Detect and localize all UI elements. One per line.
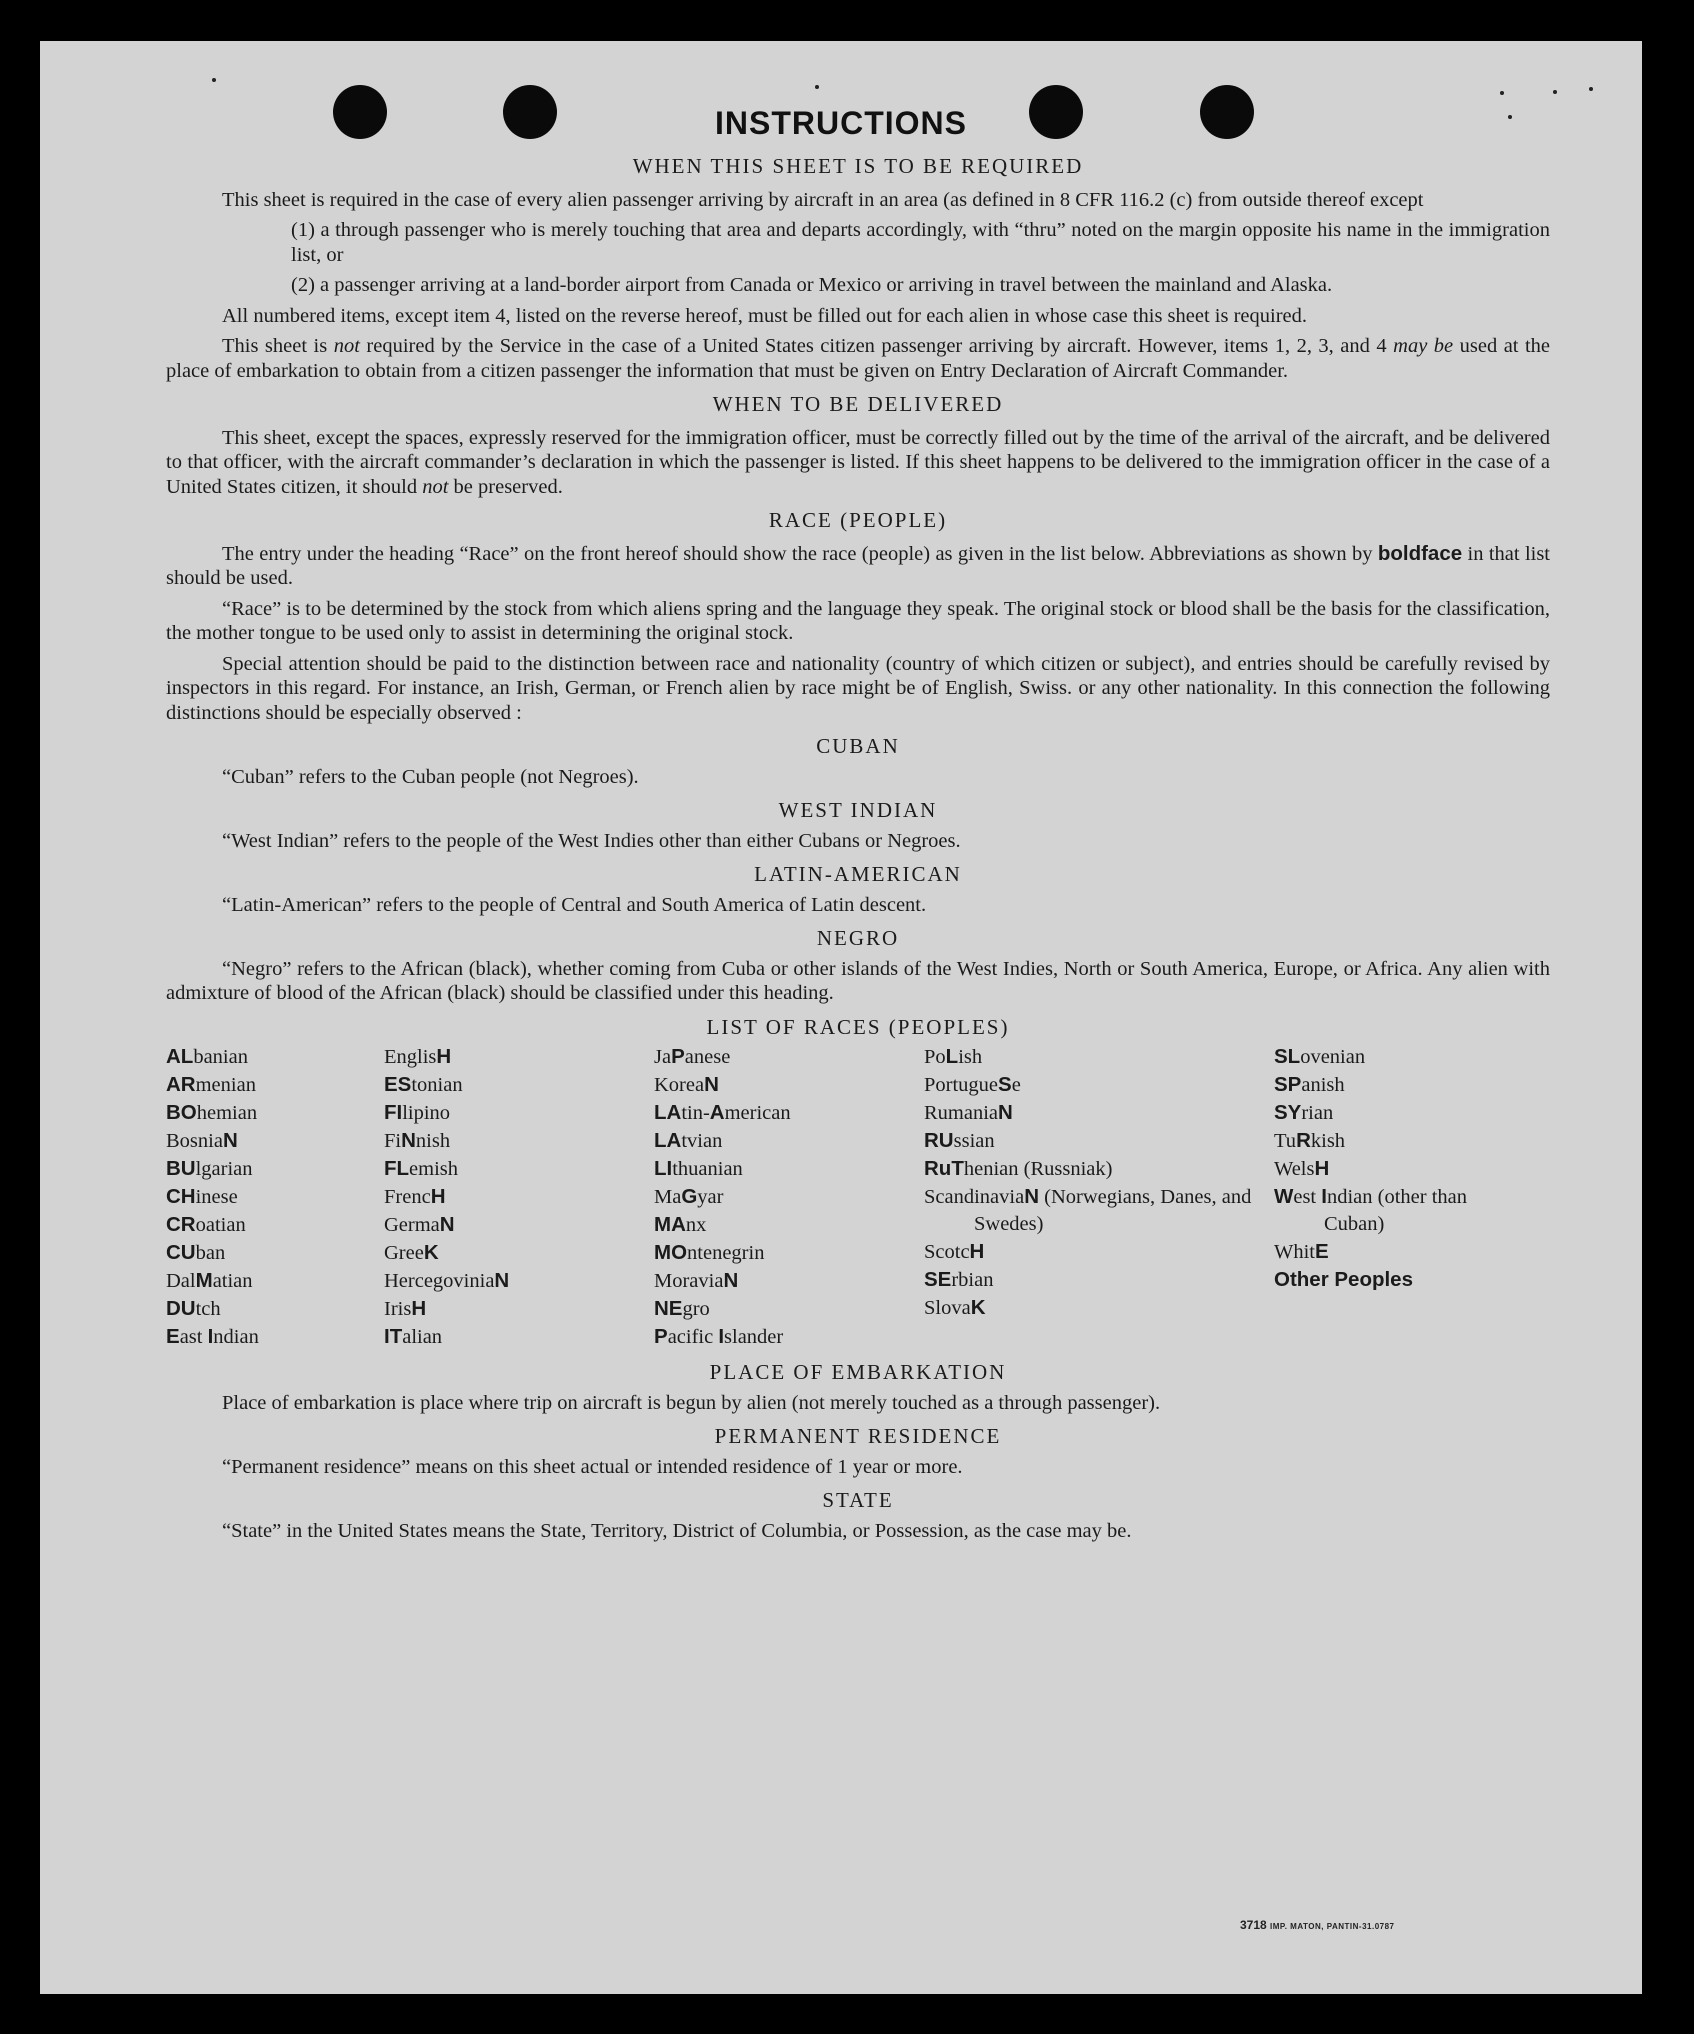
race-abbrev: LI: [654, 1157, 673, 1180]
text-run: in that list should be used.: [166, 542, 1551, 589]
race-entry: [1274, 1155, 1514, 1183]
race-abbrev: H: [430, 1185, 446, 1208]
race-abbrev: AL: [166, 1045, 194, 1068]
section-heading: STATE: [822, 1488, 894, 1512]
race-abbrev: W: [1274, 1185, 1294, 1208]
race-entry: [166, 1099, 384, 1127]
race-entry: [1274, 1266, 1514, 1294]
race-text: Gree: [384, 1242, 424, 1264]
race-text: Slova: [924, 1297, 971, 1319]
race-abbrev: Other Peoples: [1274, 1268, 1413, 1291]
race-text: Fi: [384, 1130, 402, 1152]
race-abbrev: ES: [384, 1073, 412, 1096]
race-text: ish: [958, 1046, 983, 1068]
list-item: (1) a through passenger who is merely touching that area and departs accordingly, with “thru” noted on the margin opposite his name in the immigration list, or: [291, 219, 1550, 266]
race-entry: [1274, 1127, 1514, 1155]
race-abbrev: E: [1315, 1240, 1329, 1263]
race-abbrev: A: [709, 1101, 725, 1124]
race-text: acific: [667, 1326, 719, 1348]
race-entry: [166, 1155, 384, 1183]
race-entry: [166, 1043, 384, 1071]
race-entry: [924, 1127, 1274, 1155]
race-abbrev: H: [1314, 1157, 1330, 1180]
text-run: be preserved.: [453, 475, 563, 498]
race-column: [384, 1043, 654, 1351]
race-text: merican: [724, 1102, 791, 1124]
section-heading: WHEN TO BE DELIVERED: [712, 392, 1004, 416]
race-text: est: [1293, 1186, 1322, 1208]
section-heading: RACE (PEOPLE): [768, 508, 948, 532]
paragraph: “Race” is to be determined by the stock from which aliens spring and the language they speak. The original stock or blood shall be the basis for the classification, the mother tongue to be used only to assist in determining the original stock.: [166, 597, 1550, 644]
paragraph: All numbered items, except item 4, listed on the reverse hereof, must be filled out for each alien in whose case this sheet is required.: [222, 304, 1308, 327]
race-text: Englis: [384, 1046, 437, 1068]
race-abbrev: I: [718, 1325, 725, 1348]
race-abbrev: H: [969, 1240, 985, 1263]
race-entry: [654, 1071, 924, 1099]
race-column: [654, 1043, 924, 1351]
paragraph: “Cuban” refers to the Cuban people (not Negroes).: [222, 765, 639, 788]
race-entry: [166, 1183, 384, 1211]
race-entry: [654, 1183, 924, 1211]
race-entry: [654, 1127, 924, 1155]
race-abbrev: CH: [166, 1185, 196, 1208]
race-abbrev: MA: [654, 1213, 686, 1236]
paragraph: [166, 542, 1550, 591]
race-text: Whit: [1274, 1241, 1315, 1263]
text-run: used at the place of embarkation to obtain from a citizen passenger the information that must be given on Entry Declaration of Aircraft Commander.: [166, 335, 1551, 382]
text-run: required by the Service in the case of a United States citizen passenger arriving by aircraft. However, items 1, 2, 3, and 4: [366, 335, 1387, 357]
race-abbrev: L: [945, 1045, 959, 1068]
race-text: slander: [724, 1326, 784, 1348]
race-abbrev: P: [671, 1045, 685, 1068]
race-entry: [384, 1295, 654, 1323]
race-abbrev: R: [1296, 1129, 1311, 1152]
race-text: lipino: [402, 1102, 451, 1124]
race-text: Ja: [654, 1046, 672, 1068]
race-abbrev: N: [222, 1129, 238, 1152]
race-text: inese: [195, 1186, 238, 1208]
section-heading: WEST INDIAN: [778, 798, 938, 822]
race-column: [166, 1043, 384, 1351]
race-abbrev: N: [998, 1101, 1013, 1124]
race-text: gro: [682, 1298, 710, 1320]
race-abbrev: CR: [166, 1213, 196, 1236]
race-entry: [654, 1043, 924, 1071]
race-abbrev: SE: [924, 1268, 952, 1291]
race-abbrev: RuT: [924, 1157, 964, 1180]
race-text: henian (Russniak): [963, 1158, 1113, 1180]
race-list: [166, 1043, 1550, 1351]
race-entry: [654, 1295, 924, 1323]
race-text: menian: [195, 1074, 256, 1096]
race-abbrev: AR: [166, 1073, 196, 1096]
race-abbrev: K: [970, 1296, 986, 1319]
race-text: Portugue: [924, 1074, 999, 1096]
race-abbrev: LA: [654, 1101, 682, 1124]
paragraph: “State” in the United States means the State, Territory, District of Columbia, or Possession, as the case may be.: [222, 1519, 1132, 1542]
race-text: ovenian: [1300, 1046, 1366, 1068]
race-text: Rumania: [924, 1102, 999, 1124]
race-abbrev: IT: [384, 1325, 403, 1348]
race-abbrev: N: [704, 1073, 719, 1096]
race-abbrev: BU: [166, 1157, 196, 1180]
race-text: yar: [697, 1186, 724, 1208]
race-text: Tu: [1274, 1130, 1297, 1152]
race-abbrev: CU: [166, 1241, 196, 1264]
section-heading: LIST OF RACES (PEOPLES): [706, 1014, 1010, 1039]
race-entry: [384, 1071, 654, 1099]
race-abbrev: S: [998, 1073, 1012, 1096]
section-heading: PERMANENT RESIDENCE: [714, 1424, 1002, 1448]
section-heading: NEGRO: [816, 926, 900, 950]
race-abbrev: SY: [1274, 1101, 1302, 1124]
race-entry: [384, 1267, 654, 1295]
race-entry: [654, 1155, 924, 1183]
speck: [1589, 87, 1593, 91]
race-text: Dal: [166, 1270, 196, 1292]
race-entry: [924, 1266, 1274, 1294]
race-entry: [166, 1127, 384, 1155]
race-entry: [1274, 1183, 1514, 1238]
emphasis: not: [422, 475, 449, 498]
race-text: Scandinavia: [924, 1186, 1025, 1208]
race-text: ndian: [213, 1326, 259, 1348]
race-text: Frenc: [384, 1186, 431, 1208]
race-text: Moravia: [654, 1270, 724, 1292]
text-run: This sheet is: [222, 335, 328, 357]
race-entry: [384, 1323, 654, 1351]
speck: [815, 85, 819, 89]
race-text: Iris: [384, 1298, 412, 1320]
race-entry: [1274, 1099, 1514, 1127]
paragraph: Special attention should be paid to the distinction between race and nationality (country of which citizen or subject), and entries should be carefully revised by inspectors in this regard. For instance, an Irish, German, or French alien by race might be of English, Swiss. or any other nationality. In this connection the following distinctions should be especially observed :: [166, 652, 1550, 724]
race-text: anish: [1301, 1074, 1345, 1096]
race-text: e: [1011, 1074, 1021, 1096]
race-text: nish: [415, 1130, 451, 1152]
race-entry: [654, 1239, 924, 1267]
race-text: ntenegrin: [687, 1242, 765, 1264]
race-text: Po: [924, 1046, 946, 1068]
emphasis: may be: [1393, 335, 1454, 357]
section-heading: LATIN-AMERICAN: [754, 862, 962, 886]
race-text: lgarian: [195, 1158, 253, 1180]
race-abbrev: SP: [1274, 1073, 1302, 1096]
paragraph: [166, 426, 1550, 500]
race-entry: [384, 1127, 654, 1155]
race-entry: [1274, 1071, 1514, 1099]
page-title: INSTRUCTIONS: [715, 105, 967, 141]
race-abbrev: H: [411, 1297, 427, 1320]
paragraph: Place of embarkation is place where trip on aircraft is begun by alien (not merely touched as a through passenger).: [222, 1391, 1161, 1414]
race-entry: [166, 1323, 384, 1351]
race-entry: [166, 1071, 384, 1099]
printer-name: IMP. MATON, PANTIN-31.0787: [1270, 1922, 1395, 1931]
race-abbrev: N: [439, 1213, 455, 1236]
race-text: (Norwegians, Danes, and Swedes): [974, 1186, 1252, 1235]
race-abbrev: DU: [166, 1297, 196, 1320]
race-text: alian: [402, 1326, 443, 1348]
race-text: banian: [193, 1046, 248, 1068]
paragraph: [166, 334, 1550, 383]
race-entry: [166, 1239, 384, 1267]
race-entry: [166, 1267, 384, 1295]
paragraph: “Permanent residence” means on this sheet actual or intended residence of 1 year or more.: [222, 1455, 963, 1478]
paragraph: “Latin-American” refers to the people of Central and South America of Latin descent.: [222, 893, 927, 916]
race-abbrev: MO: [654, 1241, 688, 1264]
race-text: tvian: [681, 1130, 723, 1152]
race-text: hemian: [196, 1102, 258, 1124]
race-text: tch: [195, 1298, 221, 1320]
race-abbrev: H: [436, 1045, 452, 1068]
race-entry: [654, 1267, 924, 1295]
race-entry: [1274, 1043, 1514, 1071]
bold-term: boldface: [1377, 541, 1463, 565]
race-abbrev: P: [654, 1325, 668, 1348]
race-text: ban: [195, 1242, 226, 1264]
race-text: nx: [685, 1214, 707, 1236]
printer-mark: [1240, 1918, 1394, 1932]
race-abbrev: E: [166, 1325, 180, 1348]
race-entry: [924, 1099, 1274, 1127]
race-abbrev: N: [723, 1269, 739, 1292]
paragraph: This sheet is required in the case of every alien passenger arriving by aircraft in an area (as defined in 8 CFR 116.2 (c) from outside thereof except: [222, 188, 1424, 211]
race-abbrev: FI: [384, 1101, 403, 1124]
race-text: Germa: [384, 1214, 440, 1236]
section-heading: CUBAN: [816, 734, 900, 758]
race-entry: [924, 1155, 1274, 1183]
race-abbrev: LA: [654, 1129, 682, 1152]
race-text: Scotc: [924, 1241, 970, 1263]
list-item: (2) a passenger arriving at a land-border airport from Canada or Mexico or arriving in travel between the mainland and Alaska.: [291, 274, 1333, 296]
race-text: thuanian: [672, 1158, 743, 1180]
race-entry: [924, 1294, 1274, 1322]
race-abbrev: BO: [166, 1101, 197, 1124]
paragraph: “West Indian” refers to the people of the West Indies other than either Cubans or Negroes.: [222, 829, 961, 852]
race-entry: [166, 1295, 384, 1323]
race-entry: [654, 1211, 924, 1239]
race-text: rbian: [951, 1269, 994, 1291]
text-run: This sheet, except the spaces, expressly reserved for the immigration officer, must be correctly filled out by the time of the arrival of the aircraft, and be delivered to that officer, with the aircraft commander’s declaration in which the passenger is listed. If this sheet happens to be delivered to the immigration officer in the case of a United States citizen, it should: [166, 426, 1550, 498]
document-sheet: [40, 41, 1642, 1994]
race-entry: [924, 1043, 1274, 1071]
race-abbrev: N: [1024, 1185, 1040, 1208]
race-entry: [384, 1155, 654, 1183]
race-entry: [384, 1183, 654, 1211]
race-text: Hercegovinia: [384, 1270, 495, 1292]
race-column: [1274, 1043, 1514, 1351]
race-text: emish: [409, 1158, 459, 1180]
race-abbrev: RU: [924, 1129, 954, 1152]
instructions-body: [166, 154, 1550, 1543]
emphasis: not: [333, 335, 360, 357]
race-abbrev: G: [681, 1185, 698, 1208]
race-text: kish: [1310, 1130, 1346, 1152]
race-entry: [384, 1239, 654, 1267]
section-heading: PLACE OF EMBARKATION: [709, 1360, 1007, 1384]
race-text: anese: [684, 1046, 731, 1068]
race-entry: [384, 1099, 654, 1127]
race-text: Korea: [654, 1074, 705, 1096]
race-text: ast: [179, 1326, 208, 1348]
race-entry: [1274, 1238, 1514, 1266]
race-text: rian: [1301, 1102, 1334, 1124]
race-text: Bosnia: [166, 1130, 223, 1152]
race-abbrev: I: [207, 1325, 214, 1348]
race-entry: [924, 1238, 1274, 1266]
race-entry: [654, 1099, 924, 1127]
race-text: tonian: [411, 1074, 463, 1096]
race-entry: [924, 1183, 1274, 1238]
race-abbrev: N: [401, 1129, 416, 1152]
race-abbrev: I: [1321, 1185, 1327, 1208]
text-run: The entry under the heading “Race” on the front hereof should show the race (people) as given in the list below. Abbreviations as shown by: [222, 542, 1373, 565]
race-text: ndian (other than Cuban): [1324, 1186, 1468, 1235]
race-abbrev: M: [195, 1269, 213, 1292]
race-entry: [924, 1071, 1274, 1099]
race-entry: [654, 1323, 924, 1351]
race-column: [924, 1043, 1274, 1351]
race-entry: [384, 1043, 654, 1071]
race-abbrev: FL: [384, 1157, 410, 1180]
race-entry: [166, 1211, 384, 1239]
race-text: Ma: [654, 1186, 682, 1208]
form-number: 3718: [1240, 1918, 1267, 1932]
race-text: atian: [212, 1270, 253, 1292]
speck: [1553, 90, 1557, 94]
speck: [1500, 91, 1504, 95]
race-abbrev: NE: [654, 1297, 683, 1320]
section-heading: WHEN THIS SHEET IS TO BE REQUIRED: [632, 154, 1084, 178]
race-text: tin-: [681, 1102, 710, 1124]
race-abbrev: K: [423, 1241, 439, 1264]
race-text: Wels: [1274, 1158, 1315, 1180]
race-text: oatian: [195, 1214, 246, 1236]
race-abbrev: SL: [1274, 1045, 1301, 1068]
paragraph: “Negro” refers to the African (black), whether coming from Cuba or other islands of the West Indies, North or South America, Europe, or Africa. Any alien with admixture of blood of the African (black) should be classified under this heading.: [166, 957, 1550, 1004]
race-entry: [384, 1211, 654, 1239]
speck: [212, 78, 216, 82]
race-abbrev: N: [494, 1269, 510, 1292]
race-text: ssian: [953, 1130, 995, 1152]
